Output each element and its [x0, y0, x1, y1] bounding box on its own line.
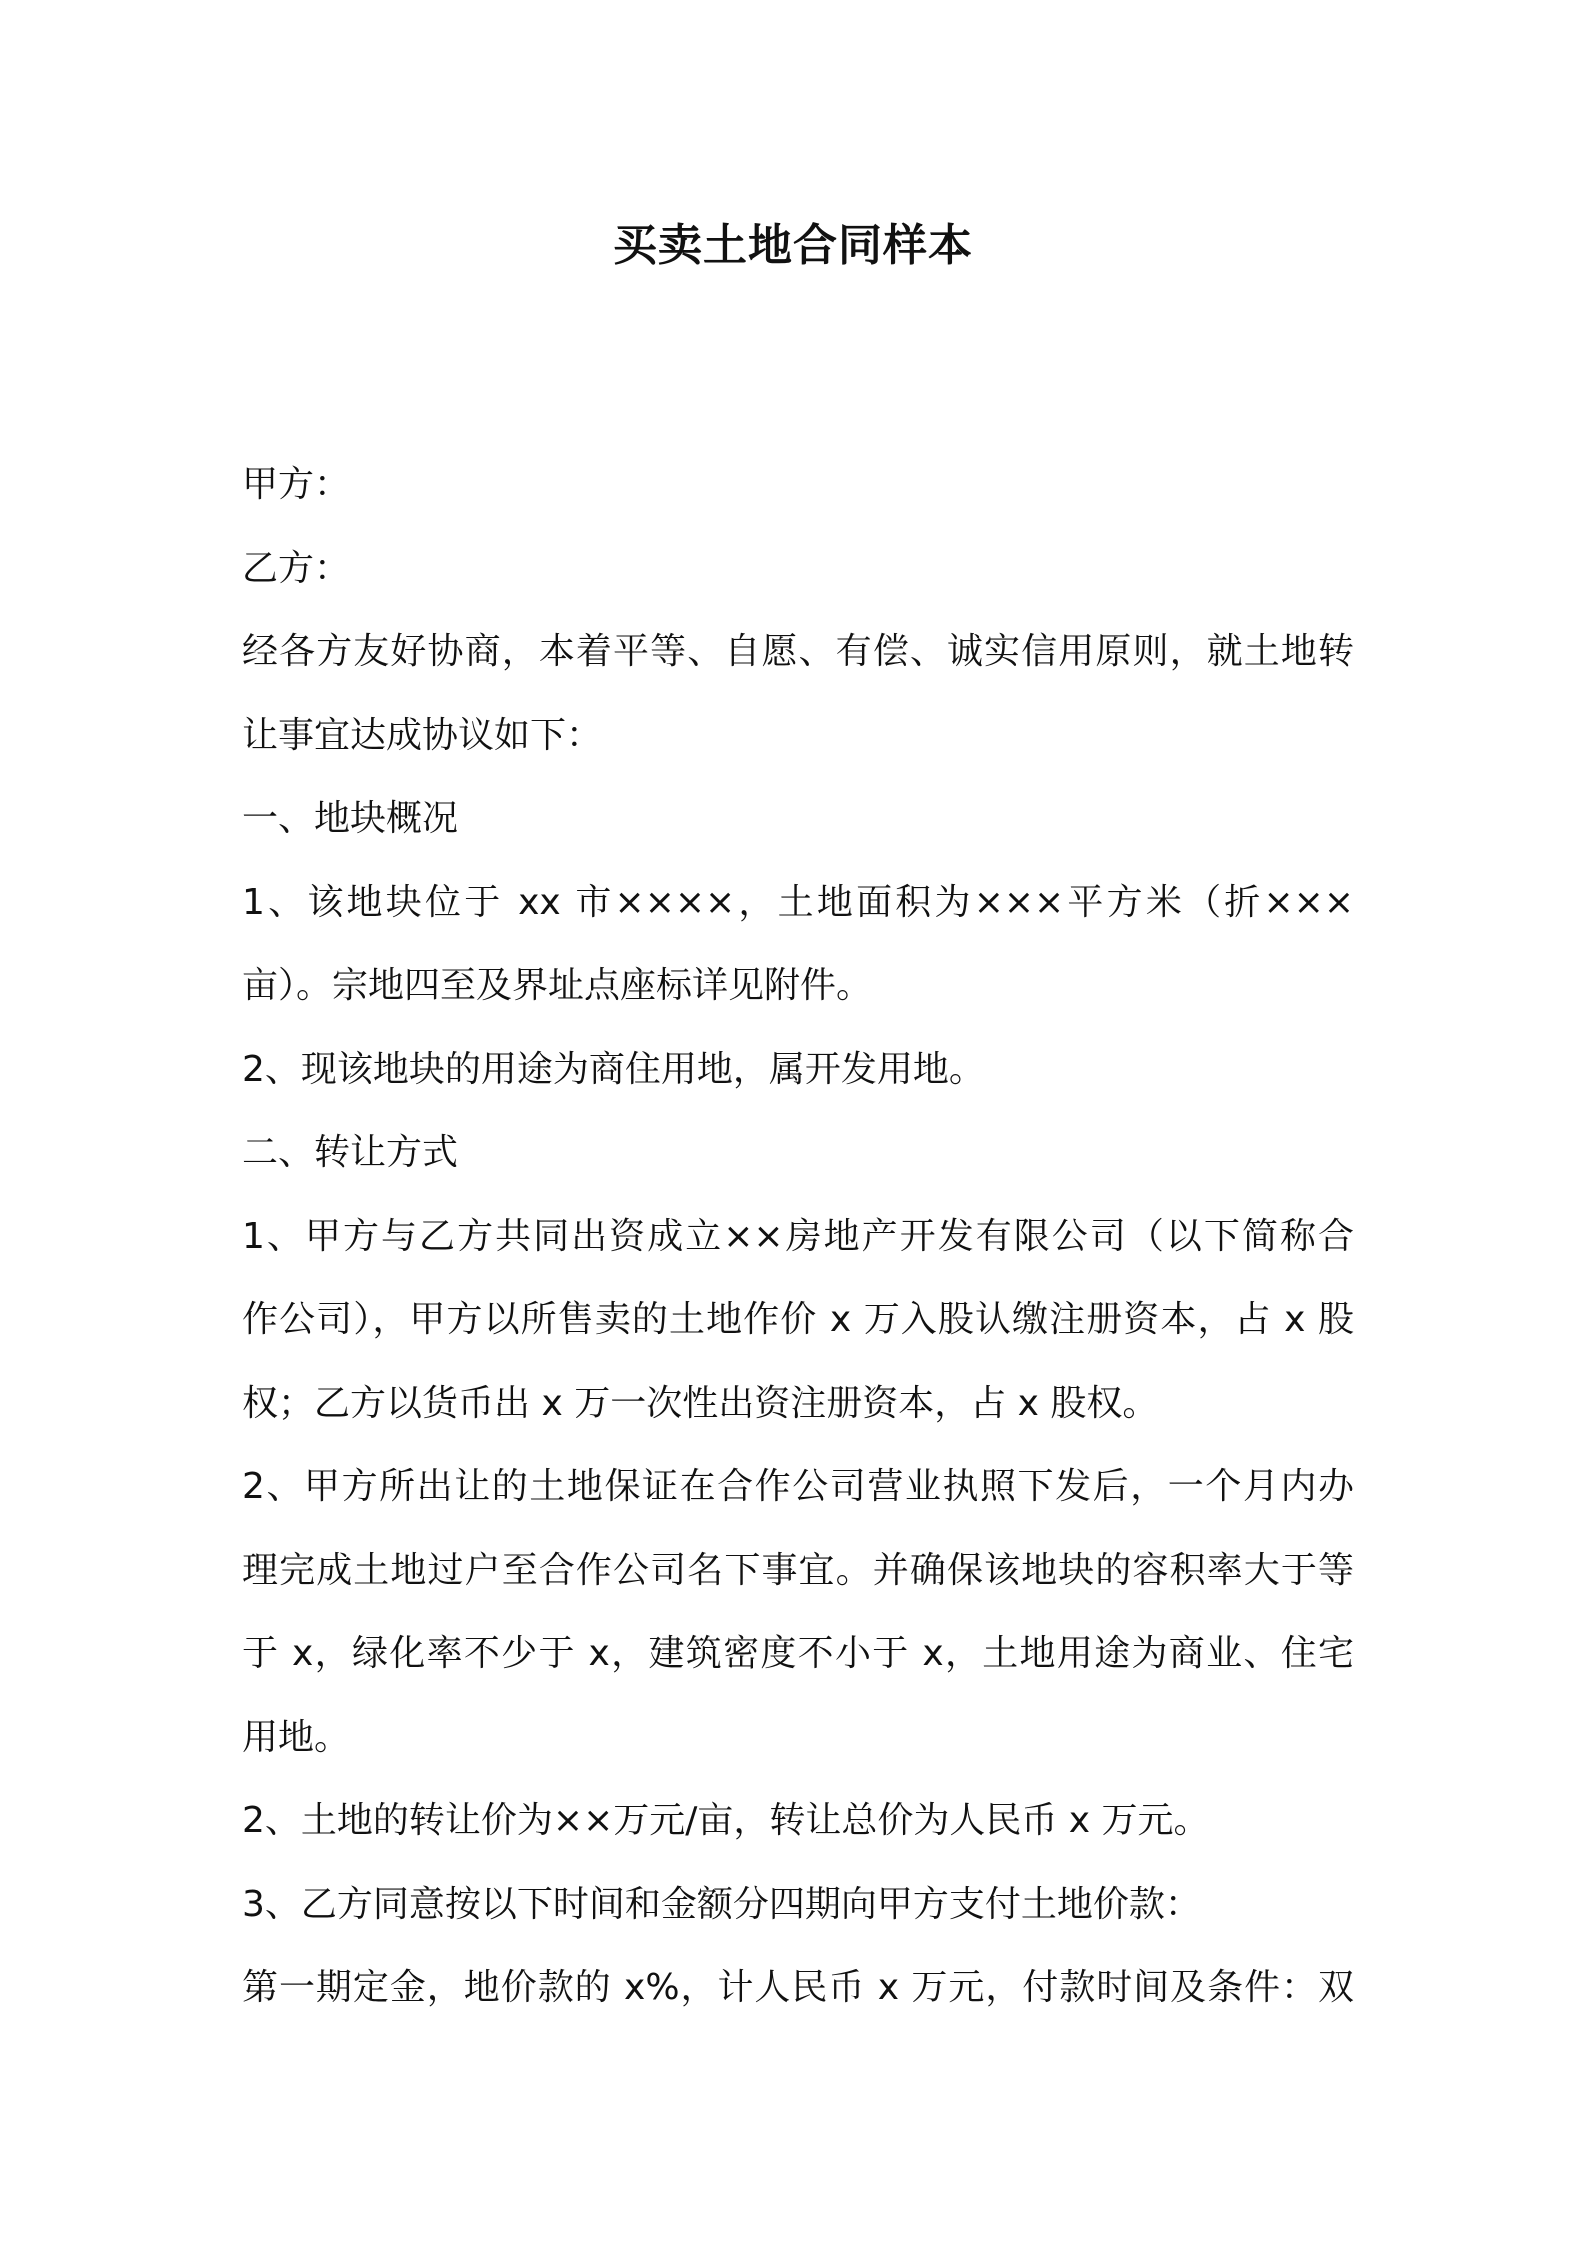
document-title: 买卖土地合同样本	[613, 220, 973, 271]
paragraph-line: 亩）。宗地四至及界址点座标详见附件。	[242, 965, 873, 1006]
paragraph-line: 权；乙方以货币出 x 万一次性出资注册资本，占 x 股权。	[242, 1382, 1159, 1424]
party-b-line: 乙方：	[242, 547, 351, 589]
paragraph-line: 作公司），甲方以所售卖的土地作价 x 万入股认缴注册资本，占 x 股	[242, 1299, 1354, 1340]
paragraph-line: 2、土地的转让价为××万元/亩，转让总价为人民币 x 万元。	[242, 1800, 1210, 1841]
party-a-line: 甲方：	[242, 464, 351, 505]
section-heading: 一、地块概况	[242, 798, 459, 839]
paragraph-line: 于 x，绿化率不少于 x，建筑密度不小于 x，土地用途为商业、住宅	[242, 1633, 1354, 1674]
paragraph-line: 3、乙方同意按以下时间和金额分四期向甲方支付土地价款：	[242, 1883, 1201, 1925]
paragraph-line: 理完成土地过户至合作公司名下事宜。并确保该地块的容积率大于等	[242, 1549, 1354, 1591]
paragraph-line: 让事宜达成协议如下：	[242, 714, 603, 756]
document-body	[242, 443, 1354, 2030]
paragraph-line: 第一期定金，地价款的 x%，计人民币 x 万元，付款时间及条件：双	[242, 1967, 1354, 2008]
paragraph-line: 1、甲方与乙方共同出资成立××房地产开发有限公司（以下简称合	[242, 1215, 1354, 1257]
paragraph-line: 2、甲方所出让的土地保证在合作公司营业执照下发后，一个月内办	[242, 1466, 1354, 1507]
section-heading: 二、转让方式	[242, 1132, 459, 1173]
paragraph-line: 2、现该地块的用途为商住用地，属开发用地。	[242, 1048, 985, 1090]
paragraph-line: 经各方友好协商，本着平等、自愿、有偿、诚实信用原则，就土地转	[242, 631, 1354, 672]
paragraph-line: 1、该地块位于 xx 市××××，土地面积为×××平方米（折×××	[242, 881, 1354, 923]
paragraph-line: 用地。	[242, 1716, 351, 1758]
